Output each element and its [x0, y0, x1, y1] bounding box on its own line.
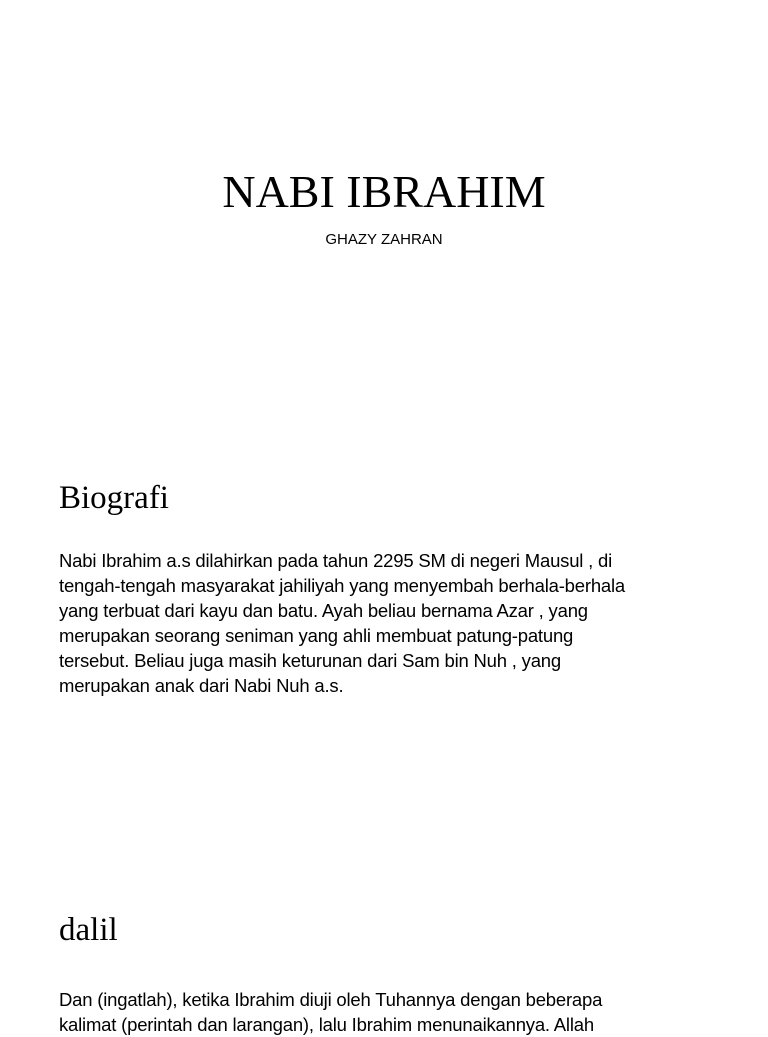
- section-body: [59, 548, 719, 698]
- section-biografi: [59, 478, 719, 698]
- title-slide: [0, 0, 768, 400]
- text-line: tengah-tengah masyarakat jahiliyah yang menyembah berhala-berhala: [59, 575, 626, 596]
- text-line: yang terbuat dari kayu dan batu. Ayah beliau bernama Azar , yang: [59, 600, 588, 621]
- text-line: Dan (ingatlah), ketika Ibrahim diuji oleh Tuhannya dengan beberapa: [59, 989, 603, 1010]
- text-line: kalimat (perintah dan larangan), lalu Ibrahim menunaikannya. Allah: [59, 1014, 594, 1035]
- section-body: [59, 987, 719, 1037]
- author-subtitle: GHAZY ZAHRAN: [325, 231, 443, 248]
- section-heading: dalil: [59, 912, 118, 948]
- text-line: Nabi Ibrahim a.s dilahirkan pada tahun 2295 SM di negeri Mausul , di: [59, 550, 613, 571]
- document-title: NABI IBRAHIM: [222, 166, 546, 217]
- text-line: merupakan seorang seniman yang ahli membuat patung-patung: [59, 625, 574, 646]
- text-line: tersebut. Beliau juga masih keturunan dari Sam bin Nuh , yang: [59, 650, 561, 671]
- section-heading: Biografi: [59, 480, 169, 516]
- section-dalil: [59, 910, 719, 1037]
- text-line: merupakan anak dari Nabi Nuh a.s.: [59, 675, 344, 696]
